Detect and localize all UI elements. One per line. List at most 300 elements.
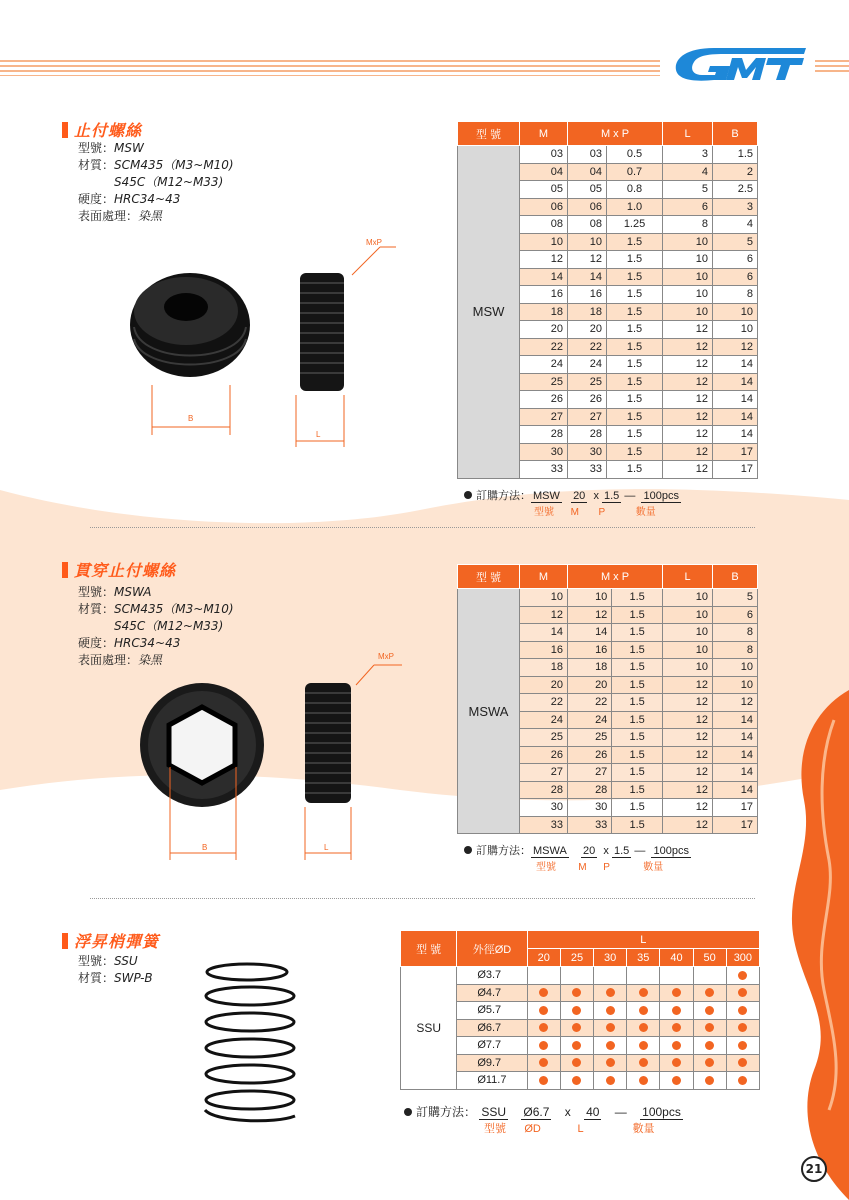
cell-mxp-m: 20 (568, 676, 612, 694)
available-dot-icon (539, 988, 548, 997)
available-dot-icon (738, 1041, 747, 1050)
cell-l: 12 (663, 321, 713, 339)
cell-mxp-p: 1.5 (607, 251, 663, 269)
order-label: 訂購方法： (476, 490, 531, 502)
cell-l: 10 (663, 286, 713, 304)
cell-b: 14 (713, 729, 758, 747)
spec-material (78, 157, 234, 174)
availability-cell (527, 967, 560, 985)
order-legend-m: M (570, 507, 580, 518)
order-qty: 100pcs (643, 490, 679, 502)
title-bar (62, 122, 68, 138)
cell-l: 12 (663, 338, 713, 356)
availability-cell (594, 1054, 627, 1072)
cell-b: 8 (713, 286, 758, 304)
cell-l: 12 (663, 356, 713, 374)
available-dot-icon (672, 1058, 681, 1067)
order-legend-model: 型號 (534, 507, 554, 518)
cell-mxp-p: 1.5 (607, 303, 663, 321)
cell-l: 12 (663, 391, 713, 409)
bullet-dot (464, 846, 472, 854)
availability-cell (527, 1037, 560, 1055)
cell-mxp-p: 1.5 (607, 408, 663, 426)
order-dash: — (624, 490, 636, 502)
availability-cell (660, 1054, 693, 1072)
section-title-text: 浮昇梢彈簧 (74, 932, 160, 951)
availability-cell (726, 1019, 759, 1037)
available-dot-icon (672, 1006, 681, 1015)
cell-m: 20 (520, 321, 568, 339)
cell-m: 27 (520, 408, 568, 426)
availability-cell (594, 1002, 627, 1020)
table-header-row (458, 565, 758, 589)
cell-b: 8 (713, 624, 758, 642)
cell-mxp-p: 1.5 (607, 233, 663, 251)
table-row (458, 589, 758, 607)
cell-m: 30 (520, 799, 568, 817)
section-title-mswa (62, 558, 176, 581)
available-dot-icon (539, 1058, 548, 1067)
model-cell: MSWA (458, 589, 520, 834)
cell-l: 10 (663, 641, 713, 659)
order-m: 20 (573, 490, 586, 502)
page-number: 21 (801, 1156, 827, 1182)
availability-cell (693, 1054, 726, 1072)
cell-l: 5 (663, 181, 713, 199)
available-dot-icon (572, 1076, 581, 1085)
title-bar (62, 933, 68, 949)
col-model: 型 號 (401, 931, 457, 967)
side-decoration (774, 690, 849, 1200)
cell-mxp-m: 30 (568, 799, 612, 817)
availability-cell (660, 1002, 693, 1020)
cell-m: 14 (520, 268, 568, 286)
availability-cell (726, 1054, 759, 1072)
availability-cell (527, 984, 560, 1002)
availability-cell (594, 984, 627, 1002)
availability-cell (527, 1019, 560, 1037)
availability-cell (627, 1054, 660, 1072)
cell-l: 4 (663, 163, 713, 181)
cell-b: 14 (713, 426, 758, 444)
available-dot-icon (672, 988, 681, 997)
spec-value: 染黑 (138, 653, 163, 667)
gmt-logo (674, 40, 809, 88)
available-dot-icon (572, 988, 581, 997)
dim-label-mxp: MxP (378, 652, 394, 661)
table-header-row (458, 122, 758, 146)
order-legend-qty: 數量 (632, 1123, 655, 1135)
availability-cell (560, 1072, 593, 1090)
cell-m: 20 (520, 676, 568, 694)
cell-mxp-p: 1.5 (612, 746, 663, 764)
availability-cell (527, 1054, 560, 1072)
cell-b: 12 (713, 694, 758, 712)
available-dot-icon (606, 1076, 615, 1085)
spec-value: S45C（M12~M33) (114, 619, 224, 633)
bullet-dot (464, 491, 472, 499)
spec-hardness (78, 191, 234, 208)
cell-b: 12 (713, 338, 758, 356)
availability-cell (527, 1072, 560, 1090)
cell-m: 24 (520, 711, 568, 729)
cell-b: 1.5 (713, 146, 758, 164)
cell-l: 8 (663, 216, 713, 234)
available-dot-icon (606, 1041, 615, 1050)
cell-mxp-p: 1.5 (607, 426, 663, 444)
cell-m: 33 (520, 816, 568, 834)
order-model: MSW (533, 490, 560, 502)
bullet-dot (404, 1108, 412, 1116)
available-dot-icon (705, 1006, 714, 1015)
cell-b: 10 (713, 303, 758, 321)
dim-label-b: B (202, 843, 208, 852)
col-b: B (713, 122, 758, 146)
order-model: SSU (481, 1105, 507, 1119)
cell-l: 10 (663, 659, 713, 677)
cell-mxp-p: 1.5 (607, 461, 663, 479)
availability-cell (693, 1019, 726, 1037)
cell-mxp-p: 1.5 (612, 659, 663, 677)
availability-cell (726, 984, 759, 1002)
col-m: M (520, 565, 568, 589)
msw-product-illustration (120, 235, 400, 455)
cell-mxp-m: 04 (568, 163, 607, 181)
cell-mxp-m: 25 (568, 729, 612, 747)
spec-key: 硬度： (78, 636, 115, 650)
cell-mxp-p: 1.5 (612, 606, 663, 624)
spec-key: 硬度： (78, 192, 115, 206)
cell-b: 3 (713, 198, 758, 216)
available-dot-icon (639, 1076, 648, 1085)
section-title-ssu (62, 929, 159, 952)
cell-mxp-p: 1.5 (607, 338, 663, 356)
cell-b: 5 (713, 233, 758, 251)
cell-mxp-m: 24 (568, 356, 607, 374)
cell-mxp-p: 1.5 (612, 764, 663, 782)
spec-list-ssu (78, 953, 153, 987)
cell-m: 06 (520, 198, 568, 216)
availability-cell (560, 1054, 593, 1072)
cell-m: 28 (520, 781, 568, 799)
cell-mxp-m: 18 (568, 659, 612, 677)
cell-mxp-p: 1.25 (607, 216, 663, 234)
cell-mxp-m: 12 (568, 606, 612, 624)
spec-value: MSWA (114, 585, 152, 599)
cell-b: 6 (713, 606, 758, 624)
available-dot-icon (639, 1023, 648, 1032)
cell-mxp-p: 1.5 (607, 268, 663, 286)
cell-l: 10 (663, 624, 713, 642)
cell-mxp-m: 27 (568, 408, 607, 426)
spec-list-msw (78, 140, 234, 225)
spec-key: 材質： (78, 971, 115, 985)
diameter-cell: Ø3.7 (457, 967, 527, 985)
cell-mxp-m: 33 (568, 816, 612, 834)
section-divider (90, 527, 755, 528)
available-dot-icon (539, 1006, 548, 1015)
diameter-cell: Ø9.7 (457, 1054, 527, 1072)
spec-model (78, 584, 234, 601)
cell-m: 24 (520, 356, 568, 374)
col-mxp: M x P (568, 122, 663, 146)
available-dot-icon (705, 1041, 714, 1050)
cell-mxp-m: 25 (568, 373, 607, 391)
cell-mxp-m: 26 (568, 746, 612, 764)
cell-m: 28 (520, 426, 568, 444)
cell-mxp-m: 28 (568, 426, 607, 444)
cell-l: 12 (663, 426, 713, 444)
dim-label-b: B (188, 414, 194, 423)
cell-l: 12 (663, 461, 713, 479)
spec-key: 型號： (78, 585, 115, 599)
cell-l: 12 (663, 373, 713, 391)
cell-mxp-p: 1.5 (607, 373, 663, 391)
cell-m: 22 (520, 338, 568, 356)
cell-m: 18 (520, 303, 568, 321)
available-dot-icon (672, 1023, 681, 1032)
diameter-cell: Ø11.7 (457, 1072, 527, 1090)
cell-mxp-p: 1.5 (612, 694, 663, 712)
cell-mxp-m: 10 (568, 233, 607, 251)
section-title-text: 貫穿止付螺絲 (74, 561, 177, 580)
order-method-msw (464, 487, 681, 518)
available-dot-icon (705, 1076, 714, 1085)
order-legend-model: 型號 (484, 1123, 506, 1135)
order-x: x (564, 1105, 571, 1119)
cell-mxp-m: 22 (568, 694, 612, 712)
cell-b: 14 (713, 781, 758, 799)
order-method-ssu (404, 1103, 683, 1136)
order-qty: 100pcs (653, 845, 689, 857)
cell-b: 14 (713, 356, 758, 374)
cell-mxp-m: 05 (568, 181, 607, 199)
cell-mxp-p: 0.8 (607, 181, 663, 199)
cell-b: 2 (713, 163, 758, 181)
col-m: M (520, 122, 568, 146)
spec-value: 染黑 (138, 209, 163, 223)
available-dot-icon (672, 1076, 681, 1085)
order-p: 1.5 (604, 490, 620, 502)
cell-m: 05 (520, 181, 568, 199)
cell-l: 12 (663, 746, 713, 764)
availability-cell (560, 984, 593, 1002)
length-header: 300 (726, 949, 759, 967)
available-dot-icon (738, 1076, 747, 1085)
cell-b: 17 (713, 799, 758, 817)
cell-mxp-p: 1.5 (612, 676, 663, 694)
spec-material-2 (78, 174, 234, 191)
cell-m: 14 (520, 624, 568, 642)
available-dot-icon (639, 1006, 648, 1015)
spec-value: SCM435（M3~M10) (114, 602, 234, 616)
table-header-row (401, 931, 760, 949)
spec-value: HRC34~43 (114, 636, 181, 650)
cell-mxp-m: 03 (568, 146, 607, 164)
spec-value: SWP-B (114, 971, 153, 985)
cell-b: 14 (713, 391, 758, 409)
available-dot-icon (705, 988, 714, 997)
length-header: 35 (627, 949, 660, 967)
mswa-spec-table (457, 564, 758, 834)
col-model: 型 號 (458, 565, 520, 589)
model-cell: SSU (401, 967, 457, 1090)
col-od: 外徑ØD (457, 931, 527, 967)
length-header: 50 (693, 949, 726, 967)
available-dot-icon (672, 1041, 681, 1050)
cell-b: 10 (713, 659, 758, 677)
availability-cell (660, 1072, 693, 1090)
cell-mxp-p: 1.5 (612, 711, 663, 729)
available-dot-icon (639, 1041, 648, 1050)
cell-b: 14 (713, 373, 758, 391)
cell-m: 16 (520, 286, 568, 304)
availability-cell (726, 1002, 759, 1020)
length-header: 40 (660, 949, 693, 967)
availability-cell (627, 1019, 660, 1037)
cell-mxp-p: 0.7 (607, 163, 663, 181)
available-dot-icon (738, 1023, 747, 1032)
order-m: 20 (583, 845, 596, 857)
available-dot-icon (572, 1006, 581, 1015)
availability-cell (627, 967, 660, 985)
cell-mxp-m: 14 (568, 624, 612, 642)
order-legend-qty: 數量 (643, 862, 664, 873)
available-dot-icon (539, 1041, 548, 1050)
cell-l: 12 (663, 443, 713, 461)
availability-cell (594, 1037, 627, 1055)
cell-m: 26 (520, 391, 568, 409)
cell-m: 03 (520, 146, 568, 164)
spec-value: S45C（M12~M33) (114, 175, 224, 189)
cell-l: 12 (663, 729, 713, 747)
cell-mxp-p: 1.5 (612, 781, 663, 799)
cell-mxp-m: 16 (568, 286, 607, 304)
cell-mxp-m: 16 (568, 641, 612, 659)
available-dot-icon (606, 1023, 615, 1032)
cell-mxp-m: 10 (568, 589, 612, 607)
section-divider (90, 898, 755, 899)
cell-b: 14 (713, 711, 758, 729)
order-d: Ø6.7 (523, 1105, 550, 1119)
availability-cell (693, 1037, 726, 1055)
availability-cell (627, 1072, 660, 1090)
cell-mxp-p: 1.0 (607, 198, 663, 216)
order-p: 1.5 (613, 845, 630, 857)
cell-b: 10 (713, 676, 758, 694)
available-dot-icon (738, 971, 747, 980)
length-header: 20 (527, 949, 560, 967)
cell-m: 10 (520, 233, 568, 251)
availability-cell (693, 984, 726, 1002)
cell-l: 12 (663, 676, 713, 694)
cell-l: 12 (663, 711, 713, 729)
order-x: x (603, 845, 609, 857)
cell-mxp-m: 33 (568, 461, 607, 479)
availability-cell (660, 967, 693, 985)
cell-mxp-p: 0.5 (607, 146, 663, 164)
spec-material-2 (78, 618, 234, 635)
cell-m: 30 (520, 443, 568, 461)
cell-mxp-p: 1.5 (612, 729, 663, 747)
cell-l: 10 (663, 606, 713, 624)
cell-mxp-p: 1.5 (607, 443, 663, 461)
cell-b: 17 (713, 816, 758, 834)
cell-mxp-m: 27 (568, 764, 612, 782)
available-dot-icon (606, 1006, 615, 1015)
cell-b: 14 (713, 764, 758, 782)
available-dot-icon (572, 1041, 581, 1050)
availability-cell (660, 1037, 693, 1055)
cell-l: 10 (663, 233, 713, 251)
available-dot-icon (639, 988, 648, 997)
cell-l: 10 (663, 268, 713, 286)
table-row (401, 967, 760, 985)
cell-l: 12 (663, 764, 713, 782)
availability-cell (693, 967, 726, 985)
cell-l: 10 (663, 303, 713, 321)
cell-mxp-p: 1.5 (607, 286, 663, 304)
spring-illustration (195, 960, 305, 1130)
dim-label-mxp: MxP (366, 238, 382, 247)
availability-cell (594, 1019, 627, 1037)
cell-mxp-p: 1.5 (607, 321, 663, 339)
cell-mxp-m: 30 (568, 443, 607, 461)
cell-l: 12 (663, 816, 713, 834)
cell-m: 26 (520, 746, 568, 764)
mswa-product-illustration (140, 645, 420, 865)
cell-l: 12 (663, 694, 713, 712)
availability-cell (627, 1037, 660, 1055)
msw-spec-table (457, 121, 758, 479)
available-dot-icon (738, 1006, 747, 1015)
availability-cell (560, 967, 593, 985)
cell-b: 14 (713, 408, 758, 426)
cell-mxp-m: 12 (568, 251, 607, 269)
spec-key: 型號： (78, 954, 115, 968)
spec-model (78, 953, 153, 970)
length-header: 25 (560, 949, 593, 967)
diameter-cell: Ø6.7 (457, 1019, 527, 1037)
available-dot-icon (539, 1023, 548, 1032)
availability-cell (726, 1037, 759, 1055)
spec-material (78, 970, 153, 987)
model-cell: MSW (458, 146, 520, 479)
order-dash: — (634, 845, 646, 857)
dim-label-l: L (324, 843, 329, 852)
cell-b: 6 (713, 251, 758, 269)
cell-m: 18 (520, 659, 568, 677)
cell-mxp-m: 22 (568, 338, 607, 356)
available-dot-icon (572, 1058, 581, 1067)
spec-value: SSU (114, 954, 138, 968)
cell-m: 12 (520, 606, 568, 624)
availability-cell (594, 967, 627, 985)
available-dot-icon (539, 1076, 548, 1085)
availability-cell (594, 1072, 627, 1090)
cell-l: 12 (663, 408, 713, 426)
available-dot-icon (606, 1058, 615, 1067)
spec-key: 表面處理： (78, 209, 139, 223)
order-dash: — (614, 1105, 627, 1119)
col-l: L (663, 565, 713, 589)
cell-m: 08 (520, 216, 568, 234)
cell-mxp-p: 1.5 (607, 391, 663, 409)
cell-mxp-m: 14 (568, 268, 607, 286)
cell-b: 4 (713, 216, 758, 234)
cell-mxp-m: 18 (568, 303, 607, 321)
available-dot-icon (738, 1058, 747, 1067)
